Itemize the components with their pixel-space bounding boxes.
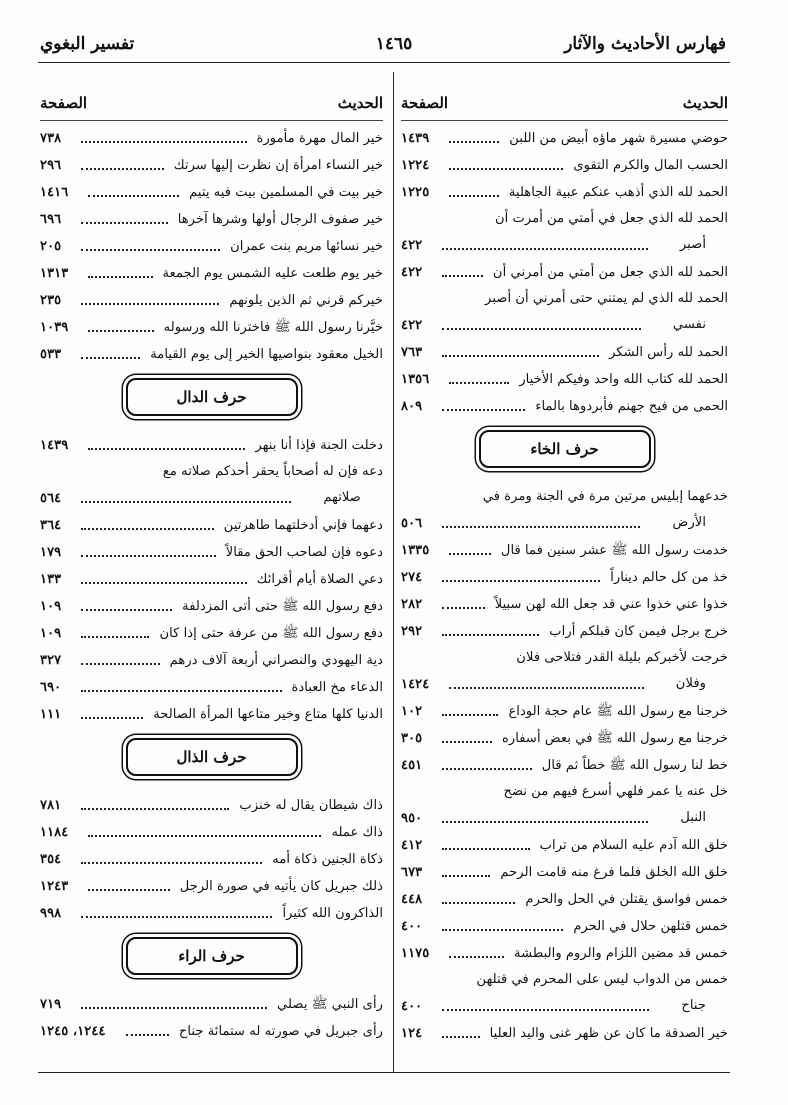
- hadith-list: [401, 125, 728, 1047]
- hadith-text: [496, 859, 728, 886]
- hadith-text-line: دية اليهودي والنصراني أربعة آلاف درهم: [169, 653, 383, 668]
- hadith-text-line: الدعاء مخ العبادة: [291, 680, 383, 695]
- dot-leader: [81, 663, 160, 665]
- hadith-text-line: الدنيا كلها متاع وخير متاعها المرأة الصالحة: [153, 707, 383, 722]
- index-entry: [401, 779, 728, 832]
- hadith-text: [170, 152, 383, 179]
- hadith-text: [268, 846, 383, 873]
- dot-leader: [449, 687, 644, 689]
- dot-leader: [442, 580, 600, 582]
- hadith-text: [278, 900, 383, 927]
- page-reference: ٥٣٣: [40, 347, 62, 362]
- page-reference: ٥٠٦: [401, 516, 423, 531]
- hadith-text: [605, 339, 728, 366]
- hadith-text: [606, 564, 728, 591]
- index-entry: [40, 873, 383, 900]
- hadith-text-line: خط لنا رسول الله ﷺ خطاً ثم قال: [541, 758, 728, 773]
- hadith-text-line: خير بيت في المسلمين بيت فيه يتيم: [189, 185, 383, 200]
- dot-leader: [442, 714, 498, 716]
- hadith-text-line: خير نسائها مريم بنت عمران: [230, 239, 383, 254]
- hadith-text-line: خذوا عني خذوا عني قد جعل الله لهن سبيلاً: [494, 597, 728, 612]
- hadith-text-continuation: وفلان: [675, 676, 706, 691]
- page-reference: ٢٣٥: [40, 293, 62, 308]
- dot-leader: [442, 1009, 649, 1011]
- dot-leader: [88, 195, 179, 197]
- hadith-text: [489, 259, 728, 286]
- index-entry: [40, 1018, 383, 1045]
- dot-leader: [81, 303, 219, 305]
- hadith-text: [288, 674, 383, 701]
- index-entry: [40, 674, 383, 701]
- index-entry: [40, 512, 383, 539]
- hadith-text-line: خمس قتلهن حلال في الحرم: [573, 919, 728, 934]
- index-entry: [40, 539, 383, 566]
- page-reference: ١٤٢٤: [401, 677, 430, 692]
- hadith-text-line: دعه فإن له أصحاباً يحقر أحدكم صلاته مع: [162, 464, 383, 479]
- hadith-text: [220, 512, 383, 539]
- column-header-page: الصفحة: [401, 94, 449, 112]
- hadith-text-line: دعوه فإن لصاحب الحق مقالاً: [225, 545, 383, 560]
- page-reference: ٤٥١: [401, 758, 423, 773]
- page-reference: ١٢٤: [401, 1026, 423, 1041]
- index-entry: [40, 647, 383, 674]
- hadith-text-continuation: نفسي: [672, 317, 706, 332]
- page-reference: ٢٩٢: [401, 624, 423, 639]
- index-entry: [401, 591, 728, 618]
- page-reference: ٧٣٨: [40, 131, 62, 146]
- hadith-text-line: خلق الله آدم عليه السلام من تراب: [539, 838, 728, 853]
- page-reference: ٤٠٠: [401, 919, 423, 934]
- page-reference: ١٣٥٦: [401, 372, 430, 387]
- hadith-text: [497, 537, 728, 564]
- dot-leader: [88, 889, 170, 891]
- page-reference: ٤٢٢: [401, 238, 423, 253]
- dot-leader: [81, 555, 216, 557]
- hadith-text-line: ذلك جبريل كان يأتيه في صورة الرجل: [179, 879, 383, 894]
- dot-leader: [442, 526, 640, 528]
- page-reference: ١٤٣٩: [401, 131, 430, 146]
- hadith-text: [569, 152, 728, 179]
- page-reference: ١٠٩: [40, 626, 62, 641]
- hadith-text-line: الحمد لله الذي جعل من أمتي من أمرني أن: [492, 265, 728, 280]
- hadith-text-line: دفع رسول الله ﷺ من عرفة حتى إذا كان: [159, 626, 383, 641]
- index-entry: [40, 432, 383, 459]
- page-reference: ١٠٢: [401, 704, 423, 719]
- hadith-text-continuation: صلاتهم: [323, 490, 361, 505]
- hadith-text-line: خير الصدقة ما كان عن ظهر غنى واليد العليا: [489, 1026, 728, 1041]
- hadith-text: [175, 1018, 383, 1045]
- dot-leader: [81, 582, 247, 584]
- index-entry: [40, 233, 383, 260]
- hadith-text: [251, 432, 383, 459]
- section-heading: [40, 927, 383, 991]
- hadith-text: [504, 698, 728, 725]
- index-entry: [40, 792, 383, 819]
- hadith-text-line: خلق الله الخلق فلما فرغ منه قامت الرحم: [500, 865, 728, 880]
- hadith-text: [159, 459, 383, 511]
- page-reference: ٣٦٤: [40, 518, 62, 533]
- index-entry: [40, 206, 383, 233]
- page-reference: ٦٧٣: [401, 865, 423, 880]
- hadith-text: [166, 647, 383, 674]
- hadith-text: [155, 620, 383, 647]
- hadith-text-line: الخيل معقود بنواصيها الخير إلى يوم القيامة: [150, 347, 383, 362]
- page-reference: ٦٩٠: [40, 680, 62, 695]
- page-reference: ٤١٢: [401, 838, 423, 853]
- hadith-text-line: خير النساء امرأة إن نظرت إليها سرتك: [173, 158, 383, 173]
- page-reference: ١٣١٣: [40, 266, 69, 281]
- index-entry: [401, 206, 728, 259]
- page-reference: ٧٦٣: [401, 345, 423, 360]
- page-reference: ١٢٤٤، ١٢٤٥: [40, 1024, 106, 1039]
- index-entry: [401, 259, 728, 286]
- dot-leader: [442, 929, 563, 931]
- hadith-text: [531, 393, 728, 420]
- page-reference: ١١٨٤: [40, 825, 69, 840]
- index-entry: [401, 393, 728, 420]
- hadith-text-line: دعهما فإني أدخلتهما طاهرتين: [223, 518, 383, 533]
- page-reference: ١٣٣٥: [401, 543, 430, 558]
- index-entry: [401, 152, 728, 179]
- hadith-text-line: الحمد لله رأس الشكر: [609, 345, 728, 360]
- hadith-text: [491, 591, 728, 618]
- page-reference: ١٤١٦: [40, 185, 69, 200]
- dot-leader: [449, 195, 499, 197]
- hadith-text: [473, 967, 728, 1019]
- hadith-text-line: خدعهما إبليس مرتين مرة في الجنة ومرة في: [482, 489, 728, 504]
- hadith-text-line: خيَّرنا رسول الله ﷺ فاخترنا الله ورسوله: [163, 320, 383, 335]
- index-entry: [401, 286, 728, 339]
- index-entry: [401, 752, 728, 779]
- dot-leader: [442, 275, 483, 277]
- dot-leader: [81, 528, 214, 530]
- section-heading-label: حرف الخاء: [479, 430, 651, 468]
- page-reference: ٤٢٢: [401, 318, 423, 333]
- hadith-text-line: الحسب المال والكرم التقوى: [573, 158, 728, 173]
- index-entry: [401, 886, 728, 913]
- hadith-text: [185, 179, 383, 206]
- right-column: [401, 88, 728, 1047]
- dot-leader: [442, 875, 490, 877]
- hadith-text: [235, 792, 383, 819]
- hadith-text-line: ذاك عمله: [331, 825, 383, 840]
- page-reference: ١٢٢٥: [401, 185, 430, 200]
- index-entry: [401, 537, 728, 564]
- hadith-text: [160, 314, 383, 341]
- hadith-text: [538, 752, 728, 779]
- page-reference: ٦٩٦: [40, 212, 62, 227]
- page-reference: ٣٥٤: [40, 852, 62, 867]
- page-reference: ٣٠٥: [401, 731, 423, 746]
- hadith-text-line: دفع رسول الله ﷺ حتى أتى المزدلفة: [182, 599, 383, 614]
- page-reference: ٧٨١: [40, 798, 62, 813]
- page-reference: ١٢٤٣: [40, 879, 69, 894]
- dot-leader: [88, 835, 321, 837]
- dot-leader: [442, 328, 641, 330]
- page-reference: ٧١٩: [40, 997, 62, 1012]
- page-reference: ١٠٣٩: [40, 320, 69, 335]
- column-header-page: الصفحة: [40, 94, 88, 112]
- page-reference: ٢٧٤: [401, 570, 423, 585]
- dot-leader: [442, 902, 515, 904]
- dot-leader: [81, 609, 172, 611]
- hadith-text-line: الحمد لله الذي أذهب عنكم عبية الجاهلية: [508, 185, 728, 200]
- hadith-text-line: خرجنا مع رسول الله ﷺ عام حجة الوداع: [508, 704, 728, 719]
- dot-leader: [81, 636, 149, 638]
- page-reference: ١١٧٥: [401, 946, 430, 961]
- hadith-text: [273, 991, 383, 1018]
- hadith-text-line: خدمت رسول الله ﷺ عشر سنين فما قال: [500, 543, 728, 558]
- index-entry: [401, 967, 728, 1020]
- column-header-rule: [401, 120, 728, 121]
- hadith-text-line: خير يوم طلعت عليه الشمس يوم الجمعة: [162, 266, 383, 281]
- hadith-text-line: رأى النبي ﷺ يصلي: [277, 997, 383, 1012]
- hadith-text: [225, 287, 383, 314]
- hadith-text: [486, 1020, 728, 1047]
- dot-leader: [442, 248, 648, 250]
- dot-leader: [81, 501, 291, 503]
- index-entry: [401, 564, 728, 591]
- index-entry: [401, 645, 728, 698]
- page-reference: ١٧٩: [40, 545, 62, 560]
- dot-leader: [81, 357, 140, 359]
- hadith-text: [479, 484, 728, 536]
- dot-leader: [88, 330, 154, 332]
- page-reference: ٤٠٠: [401, 999, 423, 1014]
- page-reference: ١٠٩: [40, 599, 62, 614]
- hadith-text: [178, 593, 383, 620]
- hadith-text: [545, 618, 728, 645]
- index-entry: [401, 366, 728, 393]
- hadith-text-line: الحمد لله كتاب الله واحد وفيكم الأخيار: [519, 372, 728, 387]
- index-entry: [40, 314, 383, 341]
- index-entry: [40, 341, 383, 368]
- dot-leader: [88, 448, 245, 450]
- section-heading-label: حرف الراء: [126, 937, 298, 975]
- book-title: تفسير البغوي: [40, 34, 135, 54]
- dot-leader: [442, 409, 525, 411]
- dot-leader: [442, 768, 532, 770]
- dot-leader: [442, 1036, 480, 1038]
- dot-leader: [81, 1007, 267, 1009]
- section-heading-label: حرف الذال: [126, 738, 298, 776]
- hadith-text-line: الحمد لله الذي جعل في أمتي من أمرت أن: [494, 211, 728, 226]
- dot-leader: [442, 848, 530, 850]
- dot-leader: [81, 862, 262, 864]
- index-entry: [401, 1020, 728, 1047]
- page-reference: ١٢٢٤: [401, 158, 430, 173]
- hadith-text: [146, 341, 383, 368]
- index-entry: [40, 459, 383, 512]
- hadith-text: [512, 645, 728, 697]
- index-entry: [40, 179, 383, 206]
- dot-leader: [442, 634, 539, 636]
- page-reference: ٨٠٩: [401, 399, 423, 414]
- section-heading-label: حرف الدال: [126, 378, 298, 416]
- index-entry: [401, 832, 728, 859]
- hadith-text: [505, 179, 728, 206]
- dot-leader: [81, 916, 272, 918]
- running-header-title: فهارس الأحاديث والآثار: [564, 34, 726, 54]
- column-header: [40, 88, 383, 120]
- index-entry: [401, 179, 728, 206]
- hadith-text-line: خمس قد مضين اللزام والروم والبطشة: [514, 946, 728, 961]
- column-divider: [393, 72, 394, 1072]
- dot-leader: [449, 141, 499, 143]
- hadith-text-line: خيركم قرني ثم الذين يلونهم: [229, 293, 383, 308]
- index-entry: [40, 701, 383, 728]
- hadith-text-line: خير المال مهرة مأمورة: [256, 131, 383, 146]
- section-heading: [401, 420, 728, 484]
- dot-leader: [81, 808, 229, 810]
- dot-leader: [442, 355, 599, 357]
- column-header-hadith: الحديث: [682, 94, 728, 112]
- index-entry: [401, 618, 728, 645]
- section-heading: [40, 368, 383, 432]
- index-entry: [40, 287, 383, 314]
- index-entry: [40, 152, 383, 179]
- page-reference: ١١١: [40, 707, 62, 722]
- hadith-text-line: خل عنه يا عمر فلهي أسرع فيهم من نضح: [503, 784, 728, 799]
- index-entry: [401, 913, 728, 940]
- dot-leader: [442, 741, 492, 743]
- index-entry: [401, 940, 728, 967]
- index-entry: [40, 593, 383, 620]
- page-reference: ١٤٣٩: [40, 438, 69, 453]
- index-entry: [40, 566, 383, 593]
- hadith-text: [176, 873, 383, 900]
- section-heading: [40, 728, 383, 792]
- hadith-text: [159, 260, 383, 287]
- column-header: [401, 88, 728, 120]
- dot-leader: [81, 717, 143, 719]
- dot-leader: [449, 956, 504, 958]
- index-entry: [401, 725, 728, 752]
- left-column: [40, 88, 383, 1045]
- hadith-text: [149, 701, 383, 728]
- hadith-text-line: الحمد لله الذي لم يمتني حتى أمرني أن أصبر: [485, 291, 728, 306]
- hadith-text-line: الحمى من فيح جهنم فأبردوها بالماء: [535, 399, 728, 414]
- index-entry: [40, 260, 383, 287]
- index-entry: [40, 991, 383, 1018]
- hadith-text: [327, 819, 383, 846]
- index-entry: [401, 125, 728, 152]
- hadith-text: [253, 125, 383, 152]
- page-reference: ٥٦٤: [40, 491, 62, 506]
- index-entry: [401, 859, 728, 886]
- hadith-text: [481, 286, 728, 338]
- hadith-text-line: ذكاة الجنين ذكاة أمه: [272, 852, 383, 867]
- hadith-text: [536, 832, 728, 859]
- hadith-text-continuation: الأرض: [672, 515, 706, 530]
- dot-leader: [449, 553, 491, 555]
- index-entry: [40, 846, 383, 873]
- hadith-text-line: خذ من كل حالم ديناراً: [610, 570, 728, 585]
- page-reference: ٩٩٨: [40, 906, 62, 921]
- hadith-text: [515, 366, 728, 393]
- hadith-text: [226, 233, 383, 260]
- dot-leader: [88, 276, 153, 278]
- hadith-text: [491, 206, 728, 258]
- page-reference: ٢٩٦: [40, 158, 62, 173]
- page-reference: ٢٠٥: [40, 239, 62, 254]
- hadith-text-line: ذاك شيطان يقال له خنزب: [239, 798, 383, 813]
- hadith-text-line: الذاكرون الله كثيراً: [282, 906, 383, 921]
- header-rule: [38, 62, 730, 63]
- hadith-text-line: دعي الصلاة أيام أقرائك: [256, 572, 383, 587]
- hadith-text-continuation: أصبر: [679, 237, 706, 252]
- hadith-text: [505, 125, 728, 152]
- hadith-text-line: خير صفوف الرجال أولها وشرها آخرها: [177, 212, 383, 227]
- hadith-text-line: رأى جبريل في صورته له ستمائة جناح: [178, 1024, 383, 1039]
- dot-leader: [81, 690, 282, 692]
- hadith-text-line: خرج برجل فيمن كان قبلكم أراب: [549, 624, 728, 639]
- hadith-text-line: حوضي مسيرة شهر ماؤه أبيض من اللبن: [509, 131, 728, 146]
- dot-leader: [442, 607, 485, 609]
- hadith-text: [222, 539, 383, 566]
- page-reference: ٢٨٢: [401, 597, 423, 612]
- index-entry: [40, 900, 383, 927]
- dot-leader: [81, 168, 164, 170]
- hadith-text: [569, 913, 728, 940]
- dot-leader: [449, 382, 509, 384]
- hadith-text: [510, 940, 728, 967]
- hadith-text-continuation: جناح: [681, 998, 706, 1013]
- dot-leader: [81, 141, 247, 143]
- hadith-text: [521, 886, 728, 913]
- column-header-hadith: الحديث: [337, 94, 383, 112]
- dot-leader: [449, 168, 563, 170]
- hadith-text-line: خرجنا مع رسول الله ﷺ في بعض أسفاره: [501, 731, 728, 746]
- footer-rule: [38, 1072, 730, 1073]
- index-entry: [401, 484, 728, 537]
- page-reference: ١٣٣: [40, 572, 62, 587]
- hadith-text: [498, 725, 728, 752]
- hadith-list: [40, 125, 383, 1045]
- page-number: ١٤٦٥: [375, 34, 413, 54]
- hadith-text-line: خمس من الدواب ليس على المحرم في قتلهن: [476, 972, 728, 987]
- index-entry: [40, 819, 383, 846]
- dot-leader: [81, 222, 168, 224]
- hadith-text: [253, 566, 383, 593]
- page-reference: ٤٢٢: [401, 265, 423, 280]
- hadith-text-line: خمس فواسق يقتلن في الحل والحرم: [525, 892, 728, 907]
- hadith-text: [174, 206, 383, 233]
- column-header-rule: [40, 120, 383, 121]
- hadith-text-line: دخلت الجنة فإذا أنا بنهر: [255, 438, 383, 453]
- page-reference: ٤٤٨: [401, 892, 423, 907]
- index-entry: [40, 125, 383, 152]
- hadith-text-line: خرجت لأخبركم بليلة القدر فتلاحى فلان: [516, 650, 728, 665]
- index-entry: [40, 620, 383, 647]
- dot-leader: [442, 821, 648, 823]
- hadith-text-continuation: النبل: [680, 810, 706, 825]
- hadith-text: [499, 779, 728, 831]
- dot-leader: [126, 1034, 169, 1036]
- page-reference: ٣٢٧: [40, 653, 62, 668]
- page-reference: ٩٥٠: [401, 811, 423, 826]
- dot-leader: [81, 249, 220, 251]
- index-entry: [401, 339, 728, 366]
- index-entry: [401, 698, 728, 725]
